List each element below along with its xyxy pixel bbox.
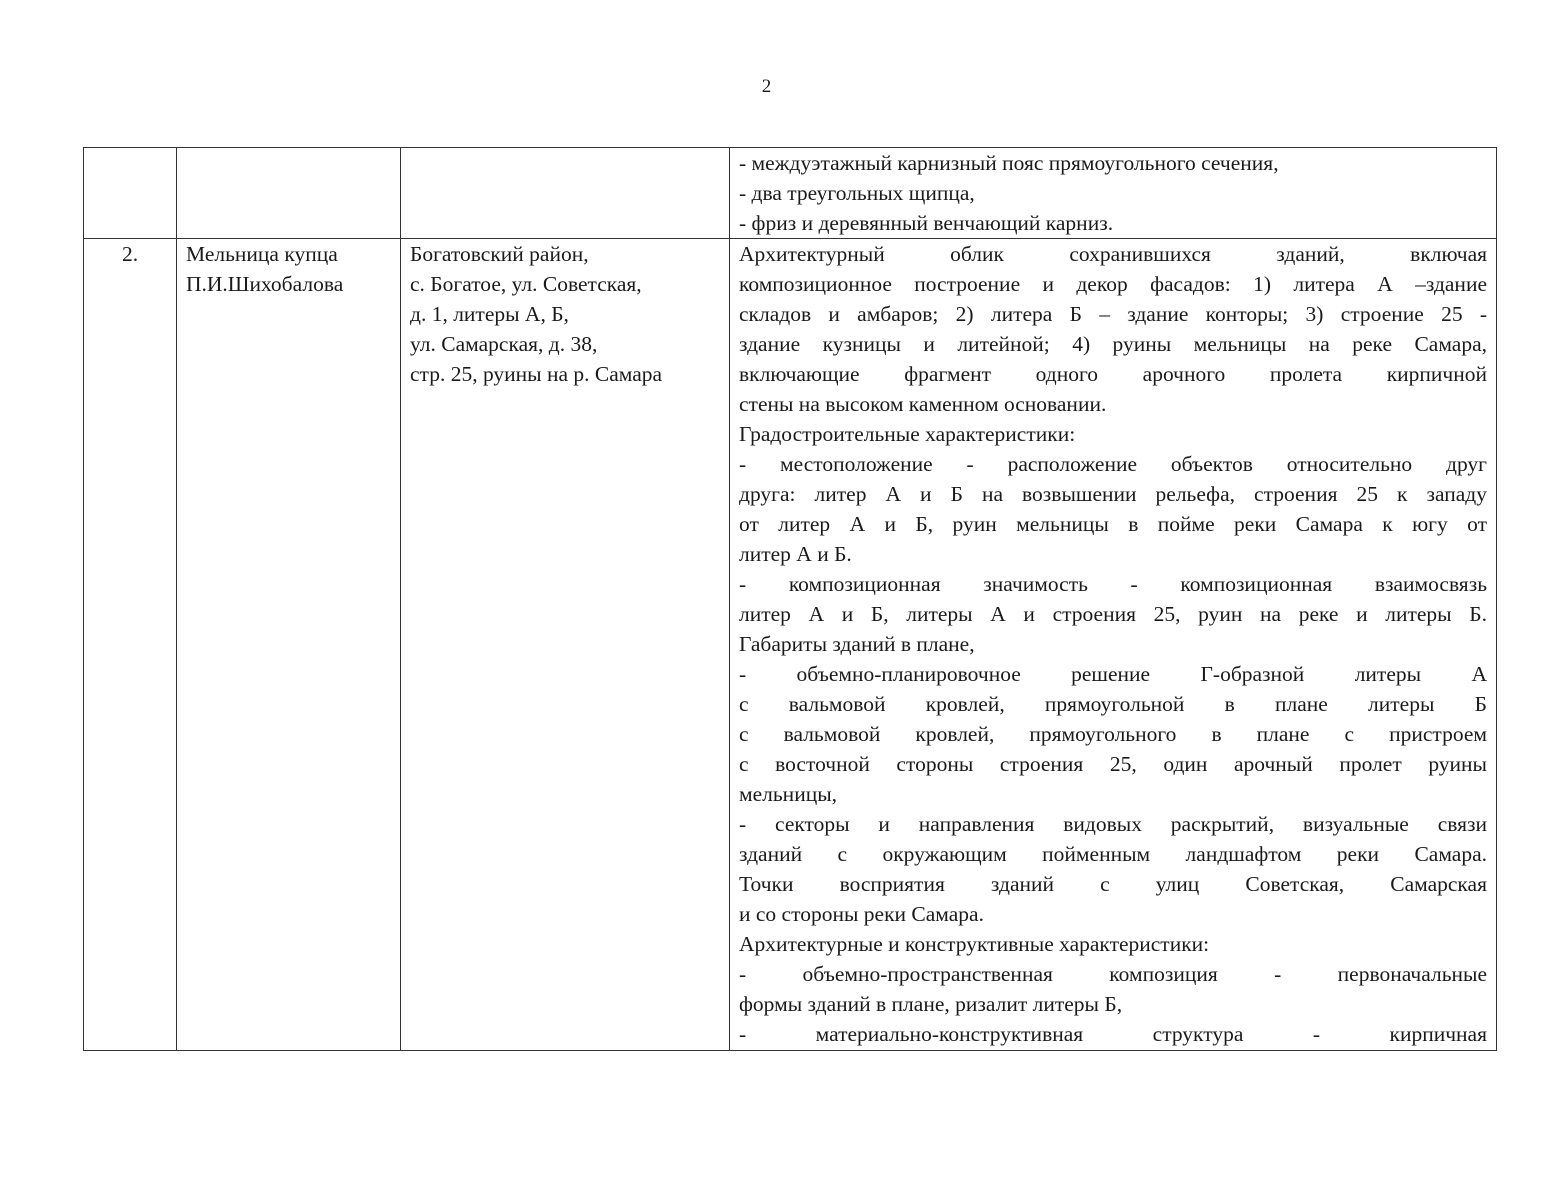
cell-number	[84, 239, 177, 1051]
description-line: Точки восприятия зданий с улиц Советская, Самарская	[739, 872, 1487, 896]
cell-description	[730, 239, 1497, 1051]
description-line: - два треугольных щипца,	[739, 181, 975, 205]
description-line: зданий с окружающим пойменным ландшафтом реки Самара.	[739, 842, 1487, 866]
address-line: ул. Самарская, д. 38,	[410, 332, 598, 356]
address-line: д. 1, литеры А, Б,	[410, 302, 569, 326]
description-line: складов и амбаров; 2) литера Б – здание конторы; 3) строение 25 -	[739, 302, 1487, 326]
address-line: Богатовский район,	[410, 242, 589, 266]
cell-object-name	[177, 239, 401, 1051]
description-line: формы зданий в плане, ризалит литеры Б,	[739, 992, 1123, 1016]
description-line: мельницы,	[739, 782, 838, 806]
description-line: - объемно-планировочное решение Г-образной литеры А	[739, 662, 1487, 686]
description-line: - фриз и деревянный венчающий карниз.	[739, 211, 1114, 235]
cell-address	[401, 239, 730, 1051]
description-line: с восточной стороны строения 25, один арочный пролет руины	[739, 752, 1487, 776]
description-line: Габариты зданий в плане,	[739, 632, 975, 656]
object-name-line: Мельница купца	[186, 242, 338, 266]
address-line: стр. 25, руины на р. Самара	[410, 362, 663, 386]
description-line: Градостроительные характеристики:	[739, 422, 1076, 446]
description-line: - секторы и направления видовых раскрытий, визуальные связи	[739, 812, 1487, 836]
cell-number	[84, 148, 177, 239]
cell-address	[401, 148, 730, 239]
description-line: с вальмовой кровлей, прямоугольной в плане литеры Б	[739, 692, 1487, 716]
description-line: друга: литер А и Б на возвышении рельефа, строения 25 к западу	[739, 482, 1487, 506]
description-line: стены на высоком каменном основании.	[739, 392, 1107, 416]
description-line: включающие фрагмент одного арочного пролета кирпичной	[739, 362, 1487, 386]
cell-description	[730, 148, 1497, 239]
description-line: - материально-конструктивная структура - кирпичная	[739, 1022, 1487, 1046]
table-row	[84, 239, 1497, 1051]
page-number: 2	[761, 76, 772, 97]
heritage-objects-table	[83, 147, 1497, 1051]
object-name-line: П.И.Шихобалова	[186, 272, 344, 296]
description-line: композиционное построение и декор фасадов: 1) литера А –здание	[739, 272, 1487, 296]
description-line: - композиционная значимость - композиционная взаимосвязь	[739, 572, 1487, 596]
description-line: Архитектурный облик сохранившихся зданий, включая	[739, 242, 1487, 266]
description-line: литер А и Б.	[739, 542, 852, 566]
cell-object-name	[177, 148, 401, 239]
table-row	[84, 148, 1497, 239]
description-line: от литер А и Б, руин мельницы в пойме реки Самара к югу от	[739, 512, 1487, 536]
description-line: - местоположение - расположение объектов относительно друг	[739, 452, 1487, 476]
description-line: и со стороны реки Самара.	[739, 902, 984, 926]
description-line: Архитектурные и конструктивные характеристики:	[739, 932, 1210, 956]
address-line: с. Богатое, ул. Советская,	[410, 272, 642, 296]
description-line: - объемно-пространственная композиция - первоначальные	[739, 962, 1487, 986]
row-number: 2.	[121, 242, 139, 266]
description-line: - междуэтажный карнизный пояс прямоугольного сечения,	[739, 151, 1279, 175]
description-line: с вальмовой кровлей, прямоугольного в плане с пристроем	[739, 722, 1487, 746]
description-line: литер А и Б, литеры А и строения 25, руин на реке и литеры Б.	[739, 602, 1487, 626]
description-line: здание кузницы и литейной; 4) руины мельницы на реке Самара,	[739, 332, 1487, 356]
